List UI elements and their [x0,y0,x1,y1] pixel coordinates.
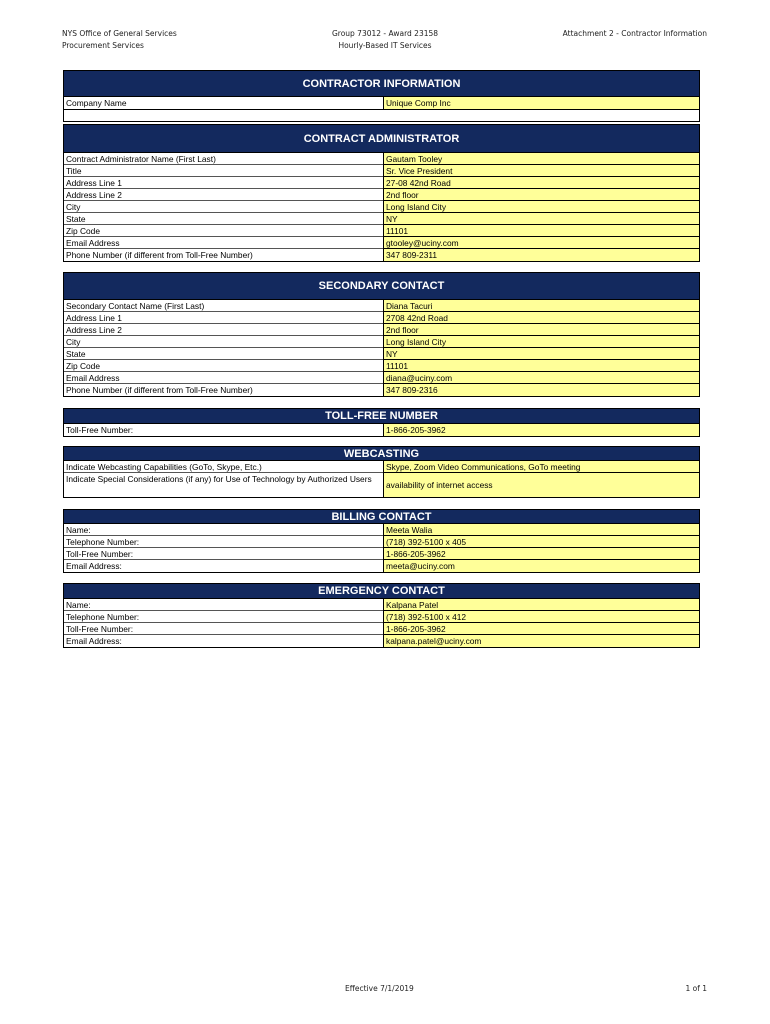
field-label: Indicate Webcasting Capabilities (GoTo, Skype, Etc.) [64,461,383,473]
table-row [64,424,699,436]
section-spacer [63,110,700,122]
field-label: Zip Code [64,225,383,237]
billing-contact-rows [63,524,700,573]
field-value[interactable]: Gautam Tooley [383,153,699,165]
field-label: Company Name [66,98,127,108]
section-title: WEBCASTING [63,446,700,461]
field-label: Indicate Special Considerations (if any) for Use of Technology by Authorized Users [66,474,372,484]
table-row [64,623,699,635]
field-label: Title [64,165,383,177]
table-row [64,153,699,165]
field-value[interactable]: 2nd floor [383,324,699,336]
field-value[interactable]: diana@uciny.com [383,372,699,384]
field-value[interactable]: Skype, Zoom Video Communications, GoTo meeting [383,461,699,473]
field-value[interactable]: Meeta Walia [383,524,699,536]
emergency-contact-section [63,583,700,648]
table-row [64,384,699,396]
field-value[interactable]: Long Island City [383,201,699,213]
section-title: CONTRACTOR INFORMATION [63,70,700,97]
contractor-information-section [63,70,700,122]
field-value[interactable]: kalpana.patel@uciny.com [383,635,699,647]
table-row [64,548,699,560]
table-row [64,97,699,109]
webcasting-rows [63,461,700,498]
field-label: Address Line 1 [64,312,383,324]
award-group: Group 73012 - Award 23158 [331,29,439,38]
emergency-contact-rows [63,599,700,648]
field-label: Address Line 1 [64,177,383,189]
billing-contact-section [63,509,700,573]
field-label: Contract Administrator Name (First Last) [64,153,383,165]
field-label: Toll-Free Number: [66,425,134,435]
table-row [64,336,699,348]
field-value[interactable]: NY [383,348,699,360]
table-row [64,300,699,312]
field-value[interactable]: availability of internet access [383,473,699,497]
agency-division: Procurement Services [62,41,144,50]
table-row [64,473,699,497]
field-value[interactable]: Kalpana Patel [383,599,699,611]
field-label: City [64,201,383,213]
field-value[interactable]: Diana Tacuri [383,300,699,312]
agency-header [62,28,177,52]
award-description: Hourly-Based IT Services [338,41,432,50]
field-label: Secondary Contact Name (First Last) [64,300,383,312]
table-row [64,560,699,572]
table-row [64,225,699,237]
table-row [64,536,699,548]
field-value[interactable]: Sr. Vice President [383,165,699,177]
secondary-contact-section [63,272,700,397]
field-label: Zip Code [64,360,383,372]
field-label: Telephone Number: [64,536,383,548]
field-value[interactable]: 27-08 42nd Road [383,177,699,189]
field-label: Phone Number (if different from Toll-Free Number) [66,385,253,395]
award-header [300,28,470,52]
field-label: Email Address: [66,636,122,646]
field-value[interactable]: 1-866-205-3962 [383,424,699,436]
field-value[interactable]: 1-866-205-3962 [383,548,699,560]
field-label: Toll-Free Number: [64,548,383,560]
field-value[interactable]: Unique Comp Inc [383,97,699,109]
secondary-contact-rows [63,300,700,397]
field-value[interactable]: 347 809-2311 [383,249,699,261]
field-label: Name: [64,524,383,536]
field-label: Email Address [64,237,383,249]
contractor-information-rows [63,97,700,110]
contract-administrator-rows [63,153,700,262]
field-label: Telephone Number: [64,611,383,623]
attachment-title: Attachment 2 - Contractor Information [562,29,707,38]
section-title: CONTRACT ADMINISTRATOR [63,124,700,153]
field-value[interactable]: 347 809-2316 [383,384,699,396]
section-title: BILLING CONTACT [63,509,700,524]
field-value[interactable]: NY [383,213,699,225]
toll-free-number-rows [63,424,700,437]
table-row [64,360,699,372]
field-value[interactable]: 2nd floor [383,189,699,201]
field-label: Phone Number (if different from Toll-Free Number) [66,250,253,260]
table-row [64,635,699,647]
table-row [64,312,699,324]
webcasting-section [63,446,700,498]
field-label: Address Line 2 [64,324,383,336]
field-label: Email Address [64,372,383,384]
table-row [64,348,699,360]
section-title: TOLL-FREE NUMBER [63,408,700,424]
table-row [64,213,699,225]
table-row [64,249,699,261]
table-row [64,201,699,213]
field-label: Toll-Free Number: [64,623,383,635]
field-value[interactable]: (718) 392-5100 x 412 [383,611,699,623]
field-value[interactable]: 11101 [383,225,699,237]
table-row [64,372,699,384]
page-number: 1 of 1 [685,984,707,993]
field-value[interactable]: meeta@uciny.com [383,560,699,572]
table-row [64,524,699,536]
table-row [64,611,699,623]
field-label: State [64,348,383,360]
table-row [64,324,699,336]
section-title: EMERGENCY CONTACT [63,583,700,599]
section-title: SECONDARY CONTACT [63,272,700,300]
contract-administrator-section [63,124,700,262]
field-value[interactable]: (718) 392-5100 x 405 [383,536,699,548]
field-value[interactable]: gtooley@uciny.com [383,237,699,249]
table-row [64,599,699,611]
table-row [64,177,699,189]
field-value[interactable]: 2708 42nd Road [383,312,699,324]
table-row [64,189,699,201]
field-label: City [64,336,383,348]
field-label: Name: [64,599,383,611]
table-row [64,237,699,249]
field-label: State [64,213,383,225]
field-value[interactable]: 11101 [383,360,699,372]
agency-name: NYS Office of General Services [62,29,177,38]
toll-free-number-section [63,408,700,437]
field-value[interactable]: 1-866-205-3962 [383,623,699,635]
effective-date: Effective 7/1/2019 [345,984,414,993]
table-row [64,461,699,473]
field-label: Email Address: [66,561,122,571]
field-label: Address Line 2 [64,189,383,201]
field-value[interactable]: Long Island City [383,336,699,348]
table-row [64,165,699,177]
